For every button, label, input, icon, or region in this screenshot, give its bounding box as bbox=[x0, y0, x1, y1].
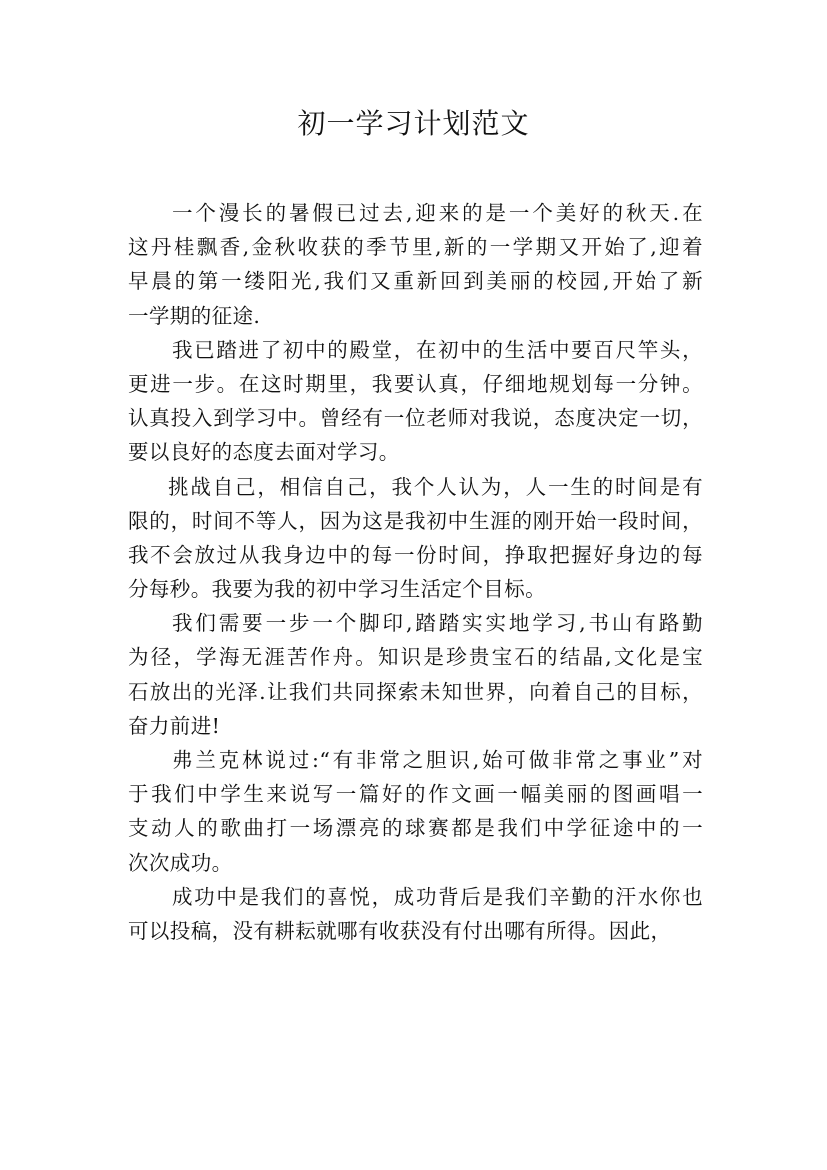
paragraph-line: 弗兰克林说过:“有非常之胆识,始可做非常之事业”对 bbox=[172, 748, 703, 772]
paragraph-line: 更进一步。在这时期里，我要认真，仔细地规划每一分钟。 bbox=[128, 371, 703, 396]
paragraph-line: 认真投入到学习中。曾经有一位老师对我说，态度决定一切， bbox=[128, 406, 703, 431]
paragraph-line: 挑战自己，相信自己，我个人认为，人一生的时间是有 bbox=[168, 474, 703, 499]
document-body bbox=[128, 196, 703, 948]
paragraph-line: 这丹桂飘香,金秋收获的季节里,新的一学期又开始了,迎着 bbox=[128, 235, 703, 260]
paragraph-line: 成功中是我们的喜悦，成功背后是我们辛勤的汗水你也 bbox=[172, 884, 703, 909]
paragraph bbox=[128, 606, 703, 743]
paragraph bbox=[128, 333, 703, 470]
paragraph bbox=[128, 196, 703, 333]
paragraph bbox=[128, 470, 703, 607]
paragraph-line: 一个漫长的暑假已过去,迎来的是一个美好的秋天.在 bbox=[172, 201, 703, 225]
document-title: 初一学习计划范文 bbox=[297, 107, 530, 140]
paragraph-line: 石放出的光泽.让我们共同探索未知世界，向着自己的目标， bbox=[128, 679, 703, 704]
paragraph-line: 要以良好的态度去面对学习。 bbox=[128, 440, 400, 465]
paragraph-line: 限的，时间不等人，因为这是我初中生涯的刚开始一段时间， bbox=[128, 508, 703, 533]
paragraph-line: 分每秒。我要为我的初中学习生活定个目标。 bbox=[128, 577, 546, 602]
paragraph-line: 支动人的歌曲打一场漂亮的球赛都是我们中学征途中的一 bbox=[128, 816, 703, 841]
paragraph-line: 我们需要一步一个脚印,踏踏实实地学习,书山有路勤 bbox=[172, 611, 703, 636]
paragraph-line: 我已踏进了初中的殿堂，在初中的生活中要百尺竿头， bbox=[172, 337, 703, 362]
paragraph-line: 奋力前进! bbox=[128, 713, 221, 738]
paragraph-line: 可以投稿，没有耕耘就哪有收获没有付出哪有所得。因此， bbox=[128, 918, 672, 943]
paragraph bbox=[128, 743, 703, 880]
paragraph-line: 为径，学海无涯苦作舟。知识是珍贵宝石的结晶,文化是宝 bbox=[128, 645, 703, 670]
paragraph-line: 我不会放过从我身边中的每一份时间，挣取把握好身边的每 bbox=[128, 542, 703, 567]
paragraph-line: 一学期的征途. bbox=[128, 303, 261, 328]
paragraph-line: 于我们中学生来说写一篇好的作文画一幅美丽的图画唱一 bbox=[128, 782, 703, 807]
paragraph-line: 次次成功。 bbox=[128, 850, 233, 875]
paragraph-line: 早晨的第一缕阳光,我们又重新回到美丽的校园,开始了新 bbox=[128, 269, 703, 294]
paragraph bbox=[128, 880, 703, 948]
